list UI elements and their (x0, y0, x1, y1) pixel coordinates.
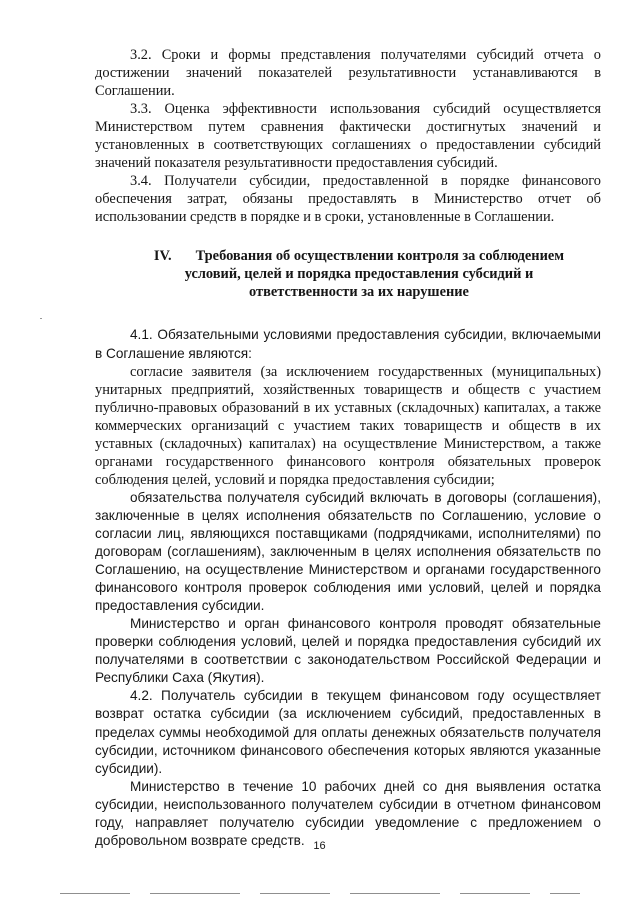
document-page (95, 46, 601, 850)
paragraph-3-4: 3.4. Получатели субсидии, предоставленной в порядке финансового обеспечения затрат, обязаны предоставлять в Министерство отчет об использовании средств в порядке и в сроки, установленные в Соглашении. (95, 173, 601, 226)
paragraph-refund-notice: Министерство в течение 10 рабочих дней со дня выявления остатка субсидии, неиспользованного получателем субсидии в отчетном финансовом году, направляет получателю субсидии уведомление с предложением о добровольном возврате средств. (95, 778, 601, 848)
paragraph-recipient-obligations: обязательства получателя субсидий включать в договоры (соглашения), заключенные в целях исполнения обязательств по Соглашению, условие о согласии лиц, являющихся поставщиками (подрядчиками, исполнителями) по договорам (соглашениям), заключенным в целях исполнения обязательств по Соглашению, на осуществление Министерством и органами государственного финансового контроля проверок соблюдения ими условий, целей и порядка предоставления субсидии. (95, 489, 601, 614)
paragraph-3-2: 3.2. Сроки и формы представления получателями субсидий отчета о достижении значений показателей результативности устанавливаются в Соглашении. (95, 47, 601, 100)
paragraph-3-3: 3.3. Оценка эффективности использования субсидий осуществляется Министерством путем сравнения фактически достигнутых значений и установленных в соответствующих соглашениях о предоставлении субсидий значений показателя результативности предоставления субсидий. (95, 101, 601, 172)
scan-bottom-edge (60, 893, 580, 894)
scan-margin-mark (40, 318, 42, 319)
paragraph-4-1: 4.1. Обязательными условиями предоставления субсидии, включаемыми в Соглашение являются: (95, 327, 601, 361)
section-title: Требования об осуществлении контроля за соблюдением условий, целей и порядка предоставления субсидий и ответственности за их нарушение (184, 248, 565, 301)
section-heading (95, 247, 601, 301)
page-number: 16 (313, 840, 326, 852)
paragraph-4-2: 4.2. Получатель субсидии в текущем финансовом году осуществляет возврат остатка субсидии (за исключением субсидий, предоставленных в пределах суммы необходимой для оплаты денежных обязательств получателя субсидии, источником финансового обеспечения которых являются указанные субсидии). (95, 688, 601, 776)
paragraph-mandatory-checks: Министерство и орган финансового контроля проводят обязательные проверки соблюдения условий, целей и порядка предоставления субсидий их получателями в соответствии с законодательством Российской Федерации и Республики Саха (Якутия). (95, 616, 601, 686)
section-number: IV. (153, 248, 172, 265)
paragraph-applicant-consent: согласие заявителя (за исключением государственных (муниципальных) унитарных предприятий, хозяйственных товариществ и обществ с участием публично-правовых образований в их уставных (складочных) капиталах, а также коммерческих организаций с участием таких товариществ и обществ в их уставных (складочных) капиталах) на осуществление Министерством, а также органами государственного финансового контроля обязательных проверок соблюдения целей, условий и порядка предоставления субсидии; (95, 363, 601, 488)
